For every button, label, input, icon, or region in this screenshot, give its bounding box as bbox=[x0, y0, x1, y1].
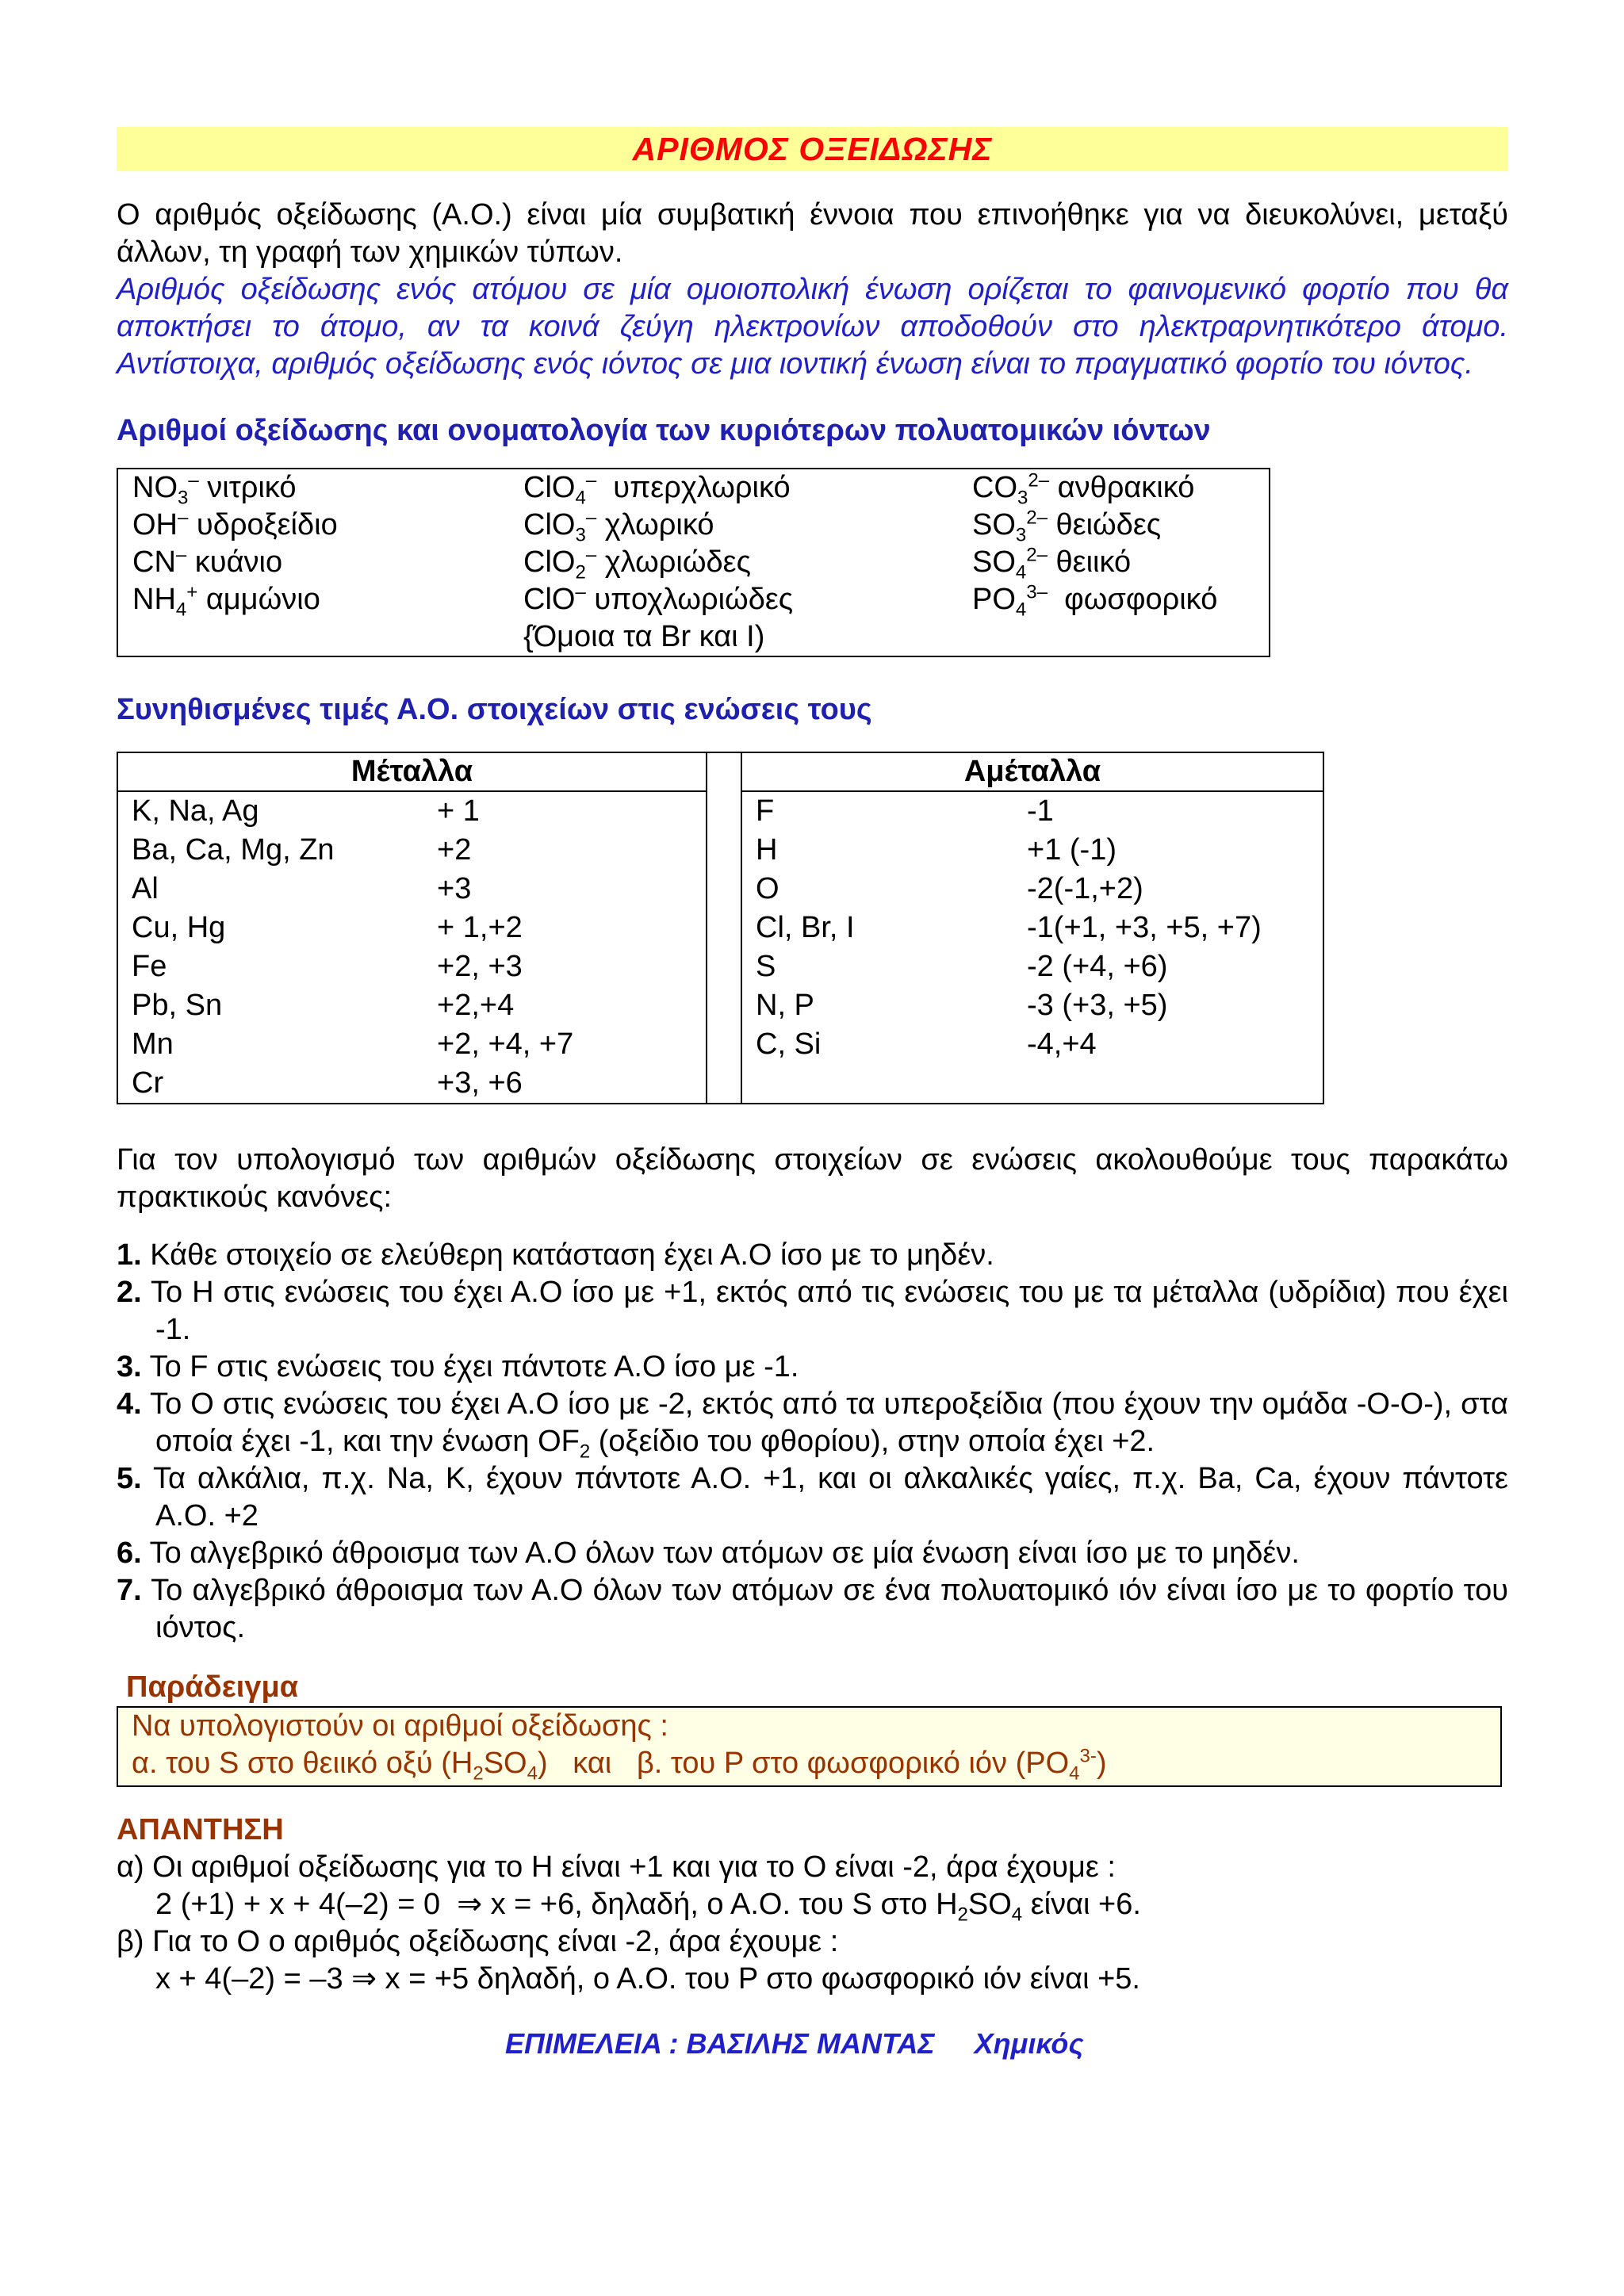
oxidation-values: +3, +6 bbox=[437, 1066, 523, 1100]
metals-row bbox=[118, 792, 706, 831]
rule-2: 2. Το Η στις ενώσεις του έχει Α.Ο ίσο με +1, εκτός από τις ενώσεις του με τα μέταλλα (υδρίδια) που έχει -1. bbox=[117, 1276, 1508, 1346]
document-page bbox=[117, 127, 1508, 2062]
rule-4: 4. Το Ο στις ενώσεις του έχει Α.Ο ίσο με -2, εκτός από τα υπεροξείδια (που έχουν την ομάδα -Ο-Ο-), στα οποία έχει -1, και την ένωση $OF_2$ (οξείδιο του φθορίου), στην οποία έχει +2. bbox=[117, 1387, 1508, 1463]
metals-box bbox=[117, 752, 707, 1104]
rules-intro: Για τον υπολογισμό των αριθμών οξείδωσης στοιχείων σε ενώσεις ακολουθούμε τους παρακάτω πρακτικούς κανόνες: bbox=[117, 1143, 1508, 1214]
ions-col-1 bbox=[117, 469, 508, 656]
nonmetals-row bbox=[742, 909, 1323, 947]
metals-row bbox=[118, 909, 706, 947]
nonmetals-row bbox=[742, 947, 1323, 986]
element-symbols: N, P bbox=[756, 989, 814, 1022]
oxidation-values: -2(-1,+2) bbox=[1027, 872, 1143, 905]
ion-oh: OH– υδροξείδιο bbox=[132, 507, 338, 541]
element-symbols: H bbox=[756, 833, 778, 867]
ion-nh4: $NH_4^+$ αμμώνιο bbox=[132, 581, 320, 621]
element-symbols: O bbox=[756, 872, 779, 905]
oxidation-values: + 1,+2 bbox=[437, 911, 523, 944]
element-symbols: F bbox=[756, 794, 775, 828]
answer-b-line-2: x + 4(–2) = –3 ⇒ x = +5 δηλαδή, ο Α.Ο. του P στο φωσφορικό ιόν είναι +5. bbox=[155, 1962, 1140, 1996]
metals-row bbox=[118, 986, 706, 1025]
metals-row bbox=[118, 947, 706, 986]
ion-clo3: ClO$_3$– χλωρικό bbox=[523, 507, 714, 546]
oxidation-values: + 1 bbox=[437, 794, 480, 828]
table-spacer bbox=[707, 752, 741, 1104]
answer-a-line-1: α) Οι αριθμοί οξείδωσης για το H είναι +1 και για το O είναι -2, άρα έχουμε : bbox=[117, 1850, 1116, 1884]
ion-clo4: ClO$_4$– υπερχλωρικό bbox=[523, 469, 791, 509]
nonmetals-row bbox=[742, 870, 1323, 909]
intro-paragraph: Ο αριθμός οξείδωσης (Α.Ο.) είναι μία συμβατική έννοια που επινοήθηκε για να διευκολύνει, μεταξύ άλλων, τη γραφή των χημικών τύπων. bbox=[117, 198, 1508, 269]
oxidation-values: -2 (+4, +6) bbox=[1027, 950, 1168, 983]
ions-col-2 bbox=[508, 469, 958, 656]
element-symbols: Cu, Hg bbox=[132, 911, 226, 944]
definition-paragraph: Αριθμός οξείδωσης ενός ατόμου σε μία ομοιοπολική ένωση ορίζεται το φαινομενικό φορτίο που θα αποκτήσει το άτομο, αν τα κοινά ζεύγη ηλεκτρονίων αποδοθούν στο ηλεκτραρνητικότερο άτομο. Αντίστοιχα, αριθμός οξείδωσης ενός ιόντος σε μια ιοντική ένωση είναι το πραγματικό φορτίο του ιόντος. bbox=[117, 273, 1508, 381]
oxidation-values: -1(+1, +3, +5, +7) bbox=[1027, 911, 1262, 944]
nonmetals-list bbox=[742, 792, 1323, 1103]
ion-clo: ClO– υποχλωριώδες bbox=[523, 581, 794, 616]
rule-1: 1. Κάθε στοιχείο σε ελεύθερη κατάσταση έχει Α.Ο ίσο με το μηδέν. bbox=[117, 1238, 994, 1272]
rule-7: 7. Το αλγεβρικό άθροισμα των Α.Ο όλων των ατόμων σε ένα πολυατομικό ιόν είναι ίσο με το φορτίο του ιόντος. bbox=[117, 1574, 1508, 1644]
example-heading: Παράδειγμα bbox=[126, 1670, 299, 1704]
answer-a-line-2: 2 (+1) + x + 4(–2) = 0 ⇒ x = +6, δηλαδή, ο Α.Ο. του S στο $H_2SO_4$ είναι +6. bbox=[155, 1888, 1141, 1926]
nonmetals-row bbox=[742, 986, 1323, 1025]
oxidation-values: +2 bbox=[437, 833, 472, 867]
element-symbols: Cl, Br, I bbox=[756, 911, 855, 944]
metals-row bbox=[118, 870, 706, 909]
nonmetals-header: Αμέταλλα bbox=[742, 753, 1323, 792]
oxidation-values: +3 bbox=[437, 872, 472, 905]
element-symbols: Pb, Sn bbox=[132, 989, 223, 1022]
example-line-1: Να υπολογιστούν οι αριθμοί οξείδωσης : bbox=[132, 1709, 668, 1743]
ion-co3: $CO_3^{2-}$ ανθρακικό bbox=[972, 469, 1195, 509]
ions-note: {Όμοια τα Br και I) bbox=[523, 620, 765, 653]
ion-clo2: ClO$_2$– χλωριώδες bbox=[523, 544, 751, 584]
ions-table bbox=[117, 468, 1270, 657]
metals-list bbox=[118, 792, 706, 1103]
answer-heading: ΑΠΑΝΤΗΣΗ bbox=[117, 1813, 284, 1846]
oxidation-values: -3 (+3, +5) bbox=[1027, 989, 1168, 1022]
nonmetals-box bbox=[741, 752, 1323, 1104]
element-symbols: S bbox=[756, 950, 776, 983]
example-box bbox=[117, 1706, 1502, 1787]
metals-row bbox=[118, 831, 706, 870]
oxidation-values: -4,+4 bbox=[1027, 1027, 1097, 1061]
ions-heading: Αριθμοί οξείδωσης και ονοματολογία των κυριότερων πολυατομικών ιόντων bbox=[117, 414, 1211, 447]
element-symbols: C, Si bbox=[756, 1027, 822, 1061]
ion-cn: CN– κυάνιο bbox=[132, 544, 283, 579]
rule-3: 3. Το F στις ενώσεις του έχει πάντοτε Α.Ο ίσο με -1. bbox=[117, 1350, 799, 1383]
nonmetals-row bbox=[742, 1025, 1323, 1064]
ion-no3: $NO_3^-$ νιτρικό bbox=[132, 469, 297, 509]
nonmetals-row bbox=[742, 831, 1323, 870]
answer-b-line-1: β) Για το O ο αριθμός οξείδωσης είναι -2, άρα έχουμε : bbox=[117, 1925, 839, 1958]
element-symbols: Mn bbox=[132, 1027, 174, 1061]
element-symbols: Cr bbox=[132, 1066, 164, 1100]
ao-values-table bbox=[117, 752, 1324, 1104]
oxidation-values bbox=[1026, 1064, 1323, 1103]
ions-col-3 bbox=[958, 469, 1270, 656]
metals-row bbox=[118, 1025, 706, 1064]
page-title: ΑΡΙΘΜΟΣ ΟΞΕΙΔΩΣΗΣ bbox=[117, 127, 1508, 171]
nonmetals-row bbox=[742, 1064, 1323, 1103]
footer-credit: ΕΠΙΜΕΛΕΙΑ : ΒΑΣΙΛΗΣ ΜΑΝΤΑΣ Χημικός bbox=[505, 2027, 1084, 2060]
element-symbols: Fe bbox=[132, 950, 167, 983]
example-line-2: α. του S στο θειικό οξύ $(H_2SO_4)$ και β. του P στο φωσφορικό ιόν $(PO_4^{3-})$ bbox=[132, 1745, 1107, 1785]
ion-so3: $SO_3^{2-}$ θειώδες bbox=[972, 507, 1162, 546]
metals-row bbox=[118, 1064, 706, 1103]
rule-6: 6. Το αλγεβρικό άθροισμα των Α.Ο όλων των ατόμων σε μία ένωση είναι ίσο με το μηδέν. bbox=[117, 1536, 1300, 1570]
element-symbols: K, Na, Ag bbox=[132, 794, 259, 828]
oxidation-values: +2, +4, +7 bbox=[437, 1027, 574, 1061]
metals-header: Μέταλλα bbox=[118, 753, 706, 792]
oxidation-values: -1 bbox=[1027, 794, 1054, 828]
nonmetals-row bbox=[742, 792, 1323, 831]
oxidation-values: +2,+4 bbox=[437, 989, 515, 1022]
rule-5: 5. Τα αλκάλια, π.χ. Na, K, έχουν πάντοτε Α.Ο. +1, και οι αλκαλικές γαίες, π.χ. Ba, Ca, έχουν πάντοτε Α.Ο. +2 bbox=[117, 1462, 1508, 1533]
oxidation-values: +2, +3 bbox=[437, 950, 523, 983]
element-symbols: Al bbox=[132, 872, 159, 905]
oxidation-values: +1 (-1) bbox=[1027, 833, 1116, 867]
ion-po4: $PO_4^{3-}$ φωσφορικό bbox=[972, 581, 1218, 621]
element-symbols bbox=[742, 1064, 1026, 1103]
ion-so4: $SO_4^{2-}$ θειικό bbox=[972, 544, 1132, 584]
ao-heading: Συνηθισμένες τιμές Α.Ο. στοιχείων στις ενώσεις τους bbox=[117, 693, 872, 726]
rules-list bbox=[117, 1237, 1508, 1647]
element-symbols: Ba, Ca, Mg, Zn bbox=[132, 833, 335, 867]
